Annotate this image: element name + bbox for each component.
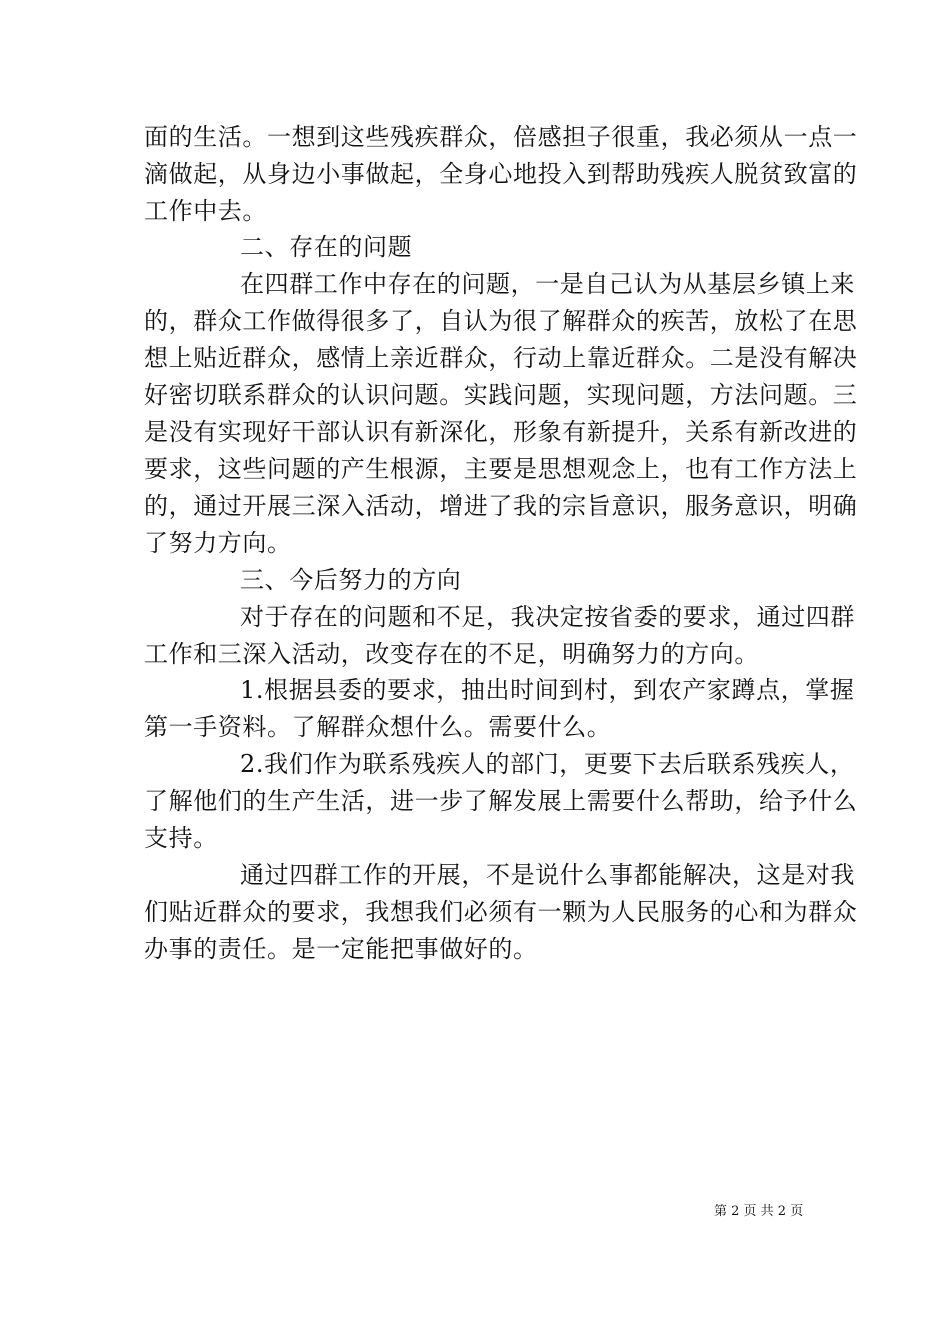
text-line: 滴做起，从身边小事做起，全身心地投入到帮助残疾人脱贫致富的: [144, 160, 858, 188]
text-line: 工作和三深入活动，改变存在的不足，明确努力的方向。: [144, 640, 759, 668]
text-line: 第一手资料。了解群众想什么。需要什么。: [144, 713, 612, 741]
text-line: 在四群工作中存在的问题，一是自己认为从基层乡镇上来: [240, 270, 855, 298]
text-line: 面的生活。一想到这些残疾群众，倍感担子很重，我必须从一点一: [144, 123, 858, 151]
text-line: 工作中去。: [144, 197, 267, 225]
text-line: 好密切联系群众的认识问题。实践问题，实现问题，方法问题。三: [144, 381, 858, 409]
text-line: 是没有实现好干部认识有新深化，形象有新提升，关系有新改进的: [144, 418, 858, 446]
text-line: 了努力方向。: [144, 529, 292, 557]
list-item: 1.根据县委的要求，抽出时间到村，到农产家蹲点，掌握: [240, 676, 855, 704]
text-line: 的，群众工作做得很多了，自认为很了解群众的疾苦，放松了在思: [144, 307, 858, 335]
text-line: 对于存在的问题和不足，我决定按省委的要求，通过四群: [240, 603, 855, 631]
text-line: 支持。: [144, 824, 218, 852]
page-number: 第 2 页 共 2 页: [714, 1204, 804, 1219]
text-line: 们贴近群众的要求，我想我们必须有一颗为人民服务的心和为群众: [144, 898, 858, 926]
text-line: 的，通过开展三深入活动，增进了我的宗旨意识，服务意识，明确: [144, 492, 858, 520]
text-line: 要求，这些问题的产生根源，主要是思想观念上，也有工作方法上: [144, 455, 858, 483]
section-heading: 二、存在的问题: [240, 233, 413, 261]
text-line: 想上贴近群众，感情上亲近群众，行动上靠近群众。二是没有解决: [144, 344, 858, 372]
text-line: 了解他们的生产生活，进一步了解发展上需要什么帮助，给予什么: [144, 787, 858, 815]
text-line: 通过四群工作的开展，不是说什么事都能解决，这是对我: [240, 861, 855, 889]
section-heading: 三、今后努力的方向: [240, 566, 462, 594]
list-item: 2.我们作为联系残疾人的部门，更要下去后联系残疾人，: [240, 750, 855, 778]
text-line: 办事的责任。是一定能把事做好的。: [144, 935, 538, 963]
